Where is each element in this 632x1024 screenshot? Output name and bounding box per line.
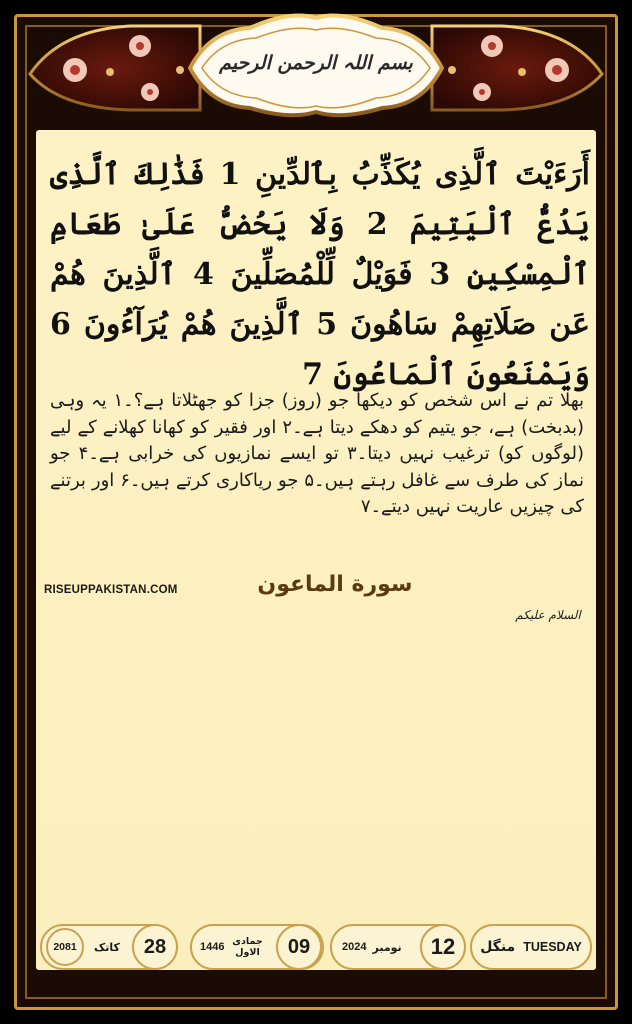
desi-month: کاتک — [94, 940, 120, 954]
desi-year-circle — [46, 928, 84, 966]
hijri-day: 09 — [287, 935, 311, 958]
day-pill — [470, 924, 592, 970]
gregorian-day: 12 — [430, 934, 456, 959]
salaam-signature: السلام علیکم — [515, 608, 581, 622]
hijri-day-circle — [276, 924, 322, 970]
gregorian-day-circle — [420, 924, 466, 970]
desi-day-circle — [132, 924, 178, 970]
surah-name: سورة الماعون — [257, 572, 413, 597]
day-english: TUESDAY — [523, 940, 582, 954]
hijri-month: جمادی الاول — [232, 936, 263, 958]
desi-day: 28 — [143, 935, 167, 958]
gregorian-year: 2024 — [342, 941, 367, 953]
urdu-translation: بھلا تم نے اس شخص کو دیکھا جو (روز) جزا کو جھٹلاتا ہے؟۔۱ یہ وہی (بدبخت) ہے، جو یتیم کو دھکے دیتا ہے۔۲ اور فقیر کو کھانا کھلانے کے لیے (لوگوں کو) ترغیب نہیں دیتا۔۳ تو ایسے نمازیوں کی خرابی ہے۔۴ جو نماز کی طرف سے غافل رہتے ہیں۔۵ جو ریاکاری کرتے ہیں۔۶ اور برتنے کی چیزیں عاریت نہیں دیتے۔۷ — [50, 390, 584, 517]
day-urdu: منگل — [480, 939, 516, 955]
website-label[interactable]: RISEUPPAKISTAN.COM — [44, 584, 178, 596]
arabic-verses: أَرَءَيْتَ ٱلَّذِى يُكَذِّبُ بِٱلدِّينِ 1 فَذَٰلِكَ ٱلَّذِى يَدُعُّ ٱلْيَتِيمَ 2 وَلَا يَحُضُّ عَلَىٰ طَعَامِ ٱلْمِسْكِينِ 3 فَوَيْلٌ لِّلْمُصَلِّينَ 4 ٱلَّذِينَ هُمْ عَن صَلَاتِهِمْ سَاهُونَ 5 ٱلَّذِينَ هُمْ يُرَآءُونَ 6 وَيَمْنَعُونَ ٱلْمَاعُونَ 7 — [50, 157, 591, 392]
hijri-year: 1446 — [200, 941, 225, 953]
gregorian-month: نومبر — [372, 940, 402, 954]
bismillah-calligraphy: بسم اللہ الرحمن الرحیم — [219, 52, 413, 74]
date-footer — [40, 924, 592, 974]
desi-year: 2081 — [53, 941, 77, 953]
